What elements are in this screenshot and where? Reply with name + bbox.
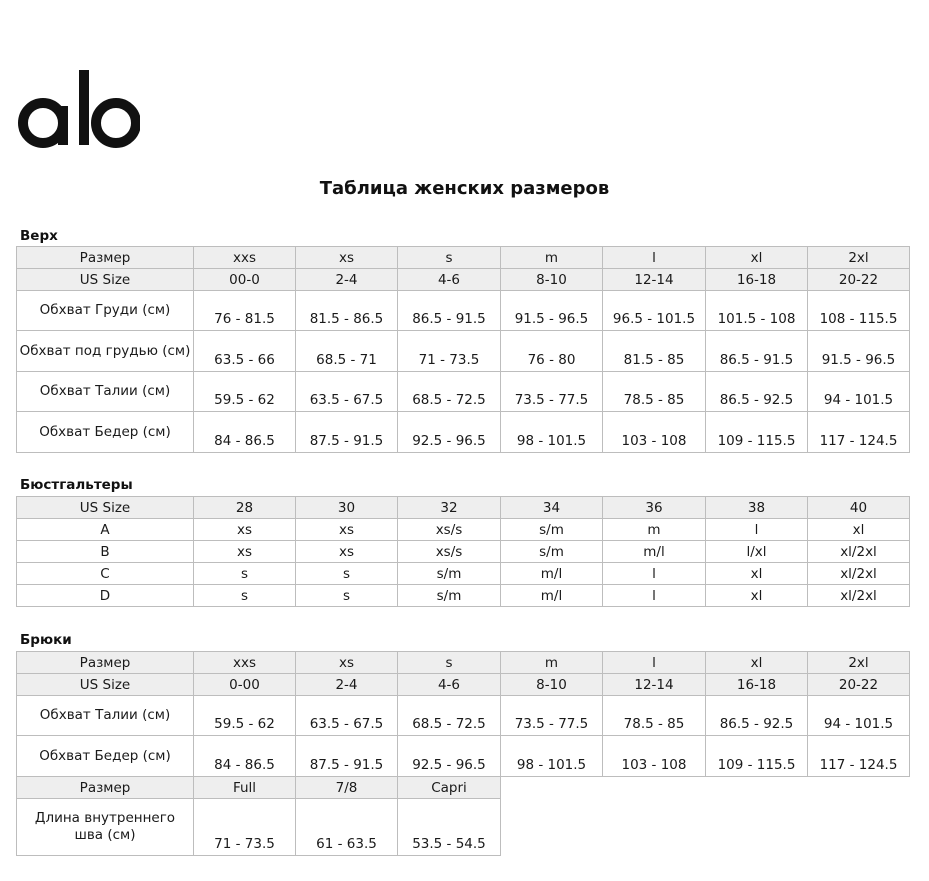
table-cell: 92.5 - 96.5 [398, 736, 501, 777]
table-cell: s/m [398, 563, 501, 585]
table-cell: xs [296, 519, 398, 541]
table-cell: s [398, 247, 501, 269]
table-cell: 78.5 - 85 [603, 372, 706, 412]
table-row [17, 412, 910, 453]
table-cell: s/m [398, 585, 501, 607]
table-cell: 73.5 - 77.5 [501, 696, 603, 736]
table-cell: 2-4 [296, 674, 398, 696]
table-cell: 98 - 101.5 [501, 736, 603, 777]
table-cell: xl/2xl [808, 563, 910, 585]
table-cell: 92.5 - 96.5 [398, 412, 501, 453]
table-cell: 109 - 115.5 [706, 412, 808, 453]
pants-length-header-row [17, 777, 910, 799]
table-cell: xs [194, 519, 296, 541]
table-cell: 2xl [808, 652, 910, 674]
table-cell: xl [808, 519, 910, 541]
table-cell: 109 - 115.5 [706, 736, 808, 777]
table-cell: 84 - 86.5 [194, 412, 296, 453]
table-cell: 76 - 81.5 [194, 291, 296, 331]
table-cell: 94 - 101.5 [808, 372, 910, 412]
table-cell: 34 [501, 497, 603, 519]
table-cell: US Size [17, 674, 194, 696]
table-cell: 59.5 - 62 [194, 696, 296, 736]
empty-area [501, 777, 910, 799]
table-cell: 68.5 - 72.5 [398, 696, 501, 736]
table-cell: 71 - 73.5 [194, 799, 296, 856]
table-row [17, 563, 910, 585]
table-cell: 68.5 - 72.5 [398, 372, 501, 412]
table-cell: 63.5 - 66 [194, 331, 296, 372]
table-cell: 32 [398, 497, 501, 519]
table-cell: xl [706, 585, 808, 607]
table-cell: 81.5 - 86.5 [296, 291, 398, 331]
table-cell: 63.5 - 67.5 [296, 372, 398, 412]
table-cell: 86.5 - 91.5 [706, 331, 808, 372]
table-cell: xs/s [398, 541, 501, 563]
section-title-pants: Брюки [20, 632, 72, 648]
table-cell: xl [706, 652, 808, 674]
table-cell: 103 - 108 [603, 412, 706, 453]
table-cell: 98 - 101.5 [501, 412, 603, 453]
table-cell: xs [296, 247, 398, 269]
table-cell: Capri [398, 777, 501, 799]
table-cell: xl [706, 563, 808, 585]
row-label: Обхват Талии (см) [17, 696, 194, 736]
page-title: Таблица женских размеров [319, 178, 610, 199]
table-cell: Full [194, 777, 296, 799]
table-cell: 8-10 [501, 269, 603, 291]
section-title-tops: Верх [20, 228, 58, 244]
table-cell: xs/s [398, 519, 501, 541]
table-row [17, 799, 910, 856]
table-cell: s/m [501, 541, 603, 563]
table-cell: s [194, 585, 296, 607]
empty-area [501, 799, 910, 856]
table-cell: Размер [17, 652, 194, 674]
table-cell: 20-22 [808, 674, 910, 696]
table-cell: xl [706, 247, 808, 269]
table-row [17, 585, 910, 607]
table-cell: s/m [501, 519, 603, 541]
bras-header-row [17, 497, 910, 519]
tops-us-size-row [17, 269, 910, 291]
table-cell: 96.5 - 101.5 [603, 291, 706, 331]
row-label: Обхват Бедер (см) [17, 736, 194, 777]
table-cell: s [296, 563, 398, 585]
table-row [17, 291, 910, 331]
table-cell: m/l [501, 585, 603, 607]
table-cell: 20-22 [808, 269, 910, 291]
table-cell: 40 [808, 497, 910, 519]
row-label: B [17, 541, 194, 563]
table-cell: s [398, 652, 501, 674]
row-label: D [17, 585, 194, 607]
table-cell: xs [194, 541, 296, 563]
table-cell: Размер [17, 247, 194, 269]
table-row [17, 541, 910, 563]
table-cell: 4-6 [398, 674, 501, 696]
table-cell: 28 [194, 497, 296, 519]
table-cell: 30 [296, 497, 398, 519]
row-label: Обхват Груди (см) [17, 291, 194, 331]
table-cell: 117 - 124.5 [808, 736, 910, 777]
table-cell: 87.5 - 91.5 [296, 412, 398, 453]
table-cell: 101.5 - 108 [706, 291, 808, 331]
row-label: Обхват Бедер (см) [17, 412, 194, 453]
table-cell: m/l [501, 563, 603, 585]
table-cell: xxs [194, 652, 296, 674]
table-cell: Размер [17, 777, 194, 799]
table-cell: 8-10 [501, 674, 603, 696]
table-cell: 61 - 63.5 [296, 799, 398, 856]
table-cell: 00-0 [194, 269, 296, 291]
table-cell: xs [296, 652, 398, 674]
table-cell: l [603, 585, 706, 607]
tops-header-row [17, 247, 910, 269]
table-cell: l [706, 519, 808, 541]
tops-table [16, 246, 910, 453]
table-cell: l [603, 652, 706, 674]
table-cell: 7/8 [296, 777, 398, 799]
table-cell: 0-00 [194, 674, 296, 696]
table-cell: 84 - 86.5 [194, 736, 296, 777]
table-cell: m [501, 652, 603, 674]
table-cell: 86.5 - 91.5 [398, 291, 501, 331]
table-cell: s [194, 563, 296, 585]
pants-us-size-row [17, 674, 910, 696]
row-label: Обхват под грудью (см) [17, 331, 194, 372]
table-row [17, 696, 910, 736]
pants-header-row [17, 652, 910, 674]
row-label: A [17, 519, 194, 541]
table-cell: 81.5 - 85 [603, 331, 706, 372]
table-cell: 2-4 [296, 269, 398, 291]
table-cell: xs [296, 541, 398, 563]
table-cell: 68.5 - 71 [296, 331, 398, 372]
table-cell: 71 - 73.5 [398, 331, 501, 372]
bras-table [16, 496, 910, 607]
pants-table [16, 651, 910, 856]
table-cell: xl/2xl [808, 585, 910, 607]
table-row [17, 519, 910, 541]
table-cell: 12-14 [603, 674, 706, 696]
table-cell: 4-6 [398, 269, 501, 291]
row-label: Длина внутреннего шва (см) [17, 799, 194, 856]
table-cell: xxs [194, 247, 296, 269]
table-cell: m/l [603, 541, 706, 563]
table-cell: 87.5 - 91.5 [296, 736, 398, 777]
table-cell: 53.5 - 54.5 [398, 799, 501, 856]
row-label: Обхват Талии (см) [17, 372, 194, 412]
table-row [17, 331, 910, 372]
table-cell: 76 - 80 [501, 331, 603, 372]
table-cell: 12-14 [603, 269, 706, 291]
table-cell: 103 - 108 [603, 736, 706, 777]
row-label: C [17, 563, 194, 585]
table-cell: 38 [706, 497, 808, 519]
table-cell: 91.5 - 96.5 [501, 291, 603, 331]
table-cell: 91.5 - 96.5 [808, 331, 910, 372]
section-title-bras: Бюстгальтеры [20, 477, 133, 493]
table-cell: s [296, 585, 398, 607]
table-cell: 117 - 124.5 [808, 412, 910, 453]
table-cell: l/xl [706, 541, 808, 563]
table-cell: 63.5 - 67.5 [296, 696, 398, 736]
table-cell: 78.5 - 85 [603, 696, 706, 736]
table-cell: m [501, 247, 603, 269]
alo-logo [18, 66, 140, 150]
table-cell: m [603, 519, 706, 541]
table-cell: 73.5 - 77.5 [501, 372, 603, 412]
table-cell: 86.5 - 92.5 [706, 696, 808, 736]
table-cell: 59.5 - 62 [194, 372, 296, 412]
table-cell: US Size [17, 269, 194, 291]
table-cell: 86.5 - 92.5 [706, 372, 808, 412]
table-cell: 2xl [808, 247, 910, 269]
table-row [17, 372, 910, 412]
table-cell: l [603, 247, 706, 269]
table-row [17, 736, 910, 777]
table-cell: 36 [603, 497, 706, 519]
table-cell: 16-18 [706, 269, 808, 291]
table-cell: US Size [17, 497, 194, 519]
table-cell: 94 - 101.5 [808, 696, 910, 736]
table-cell: 16-18 [706, 674, 808, 696]
table-cell: xl/2xl [808, 541, 910, 563]
table-cell: l [603, 563, 706, 585]
table-cell: 108 - 115.5 [808, 291, 910, 331]
